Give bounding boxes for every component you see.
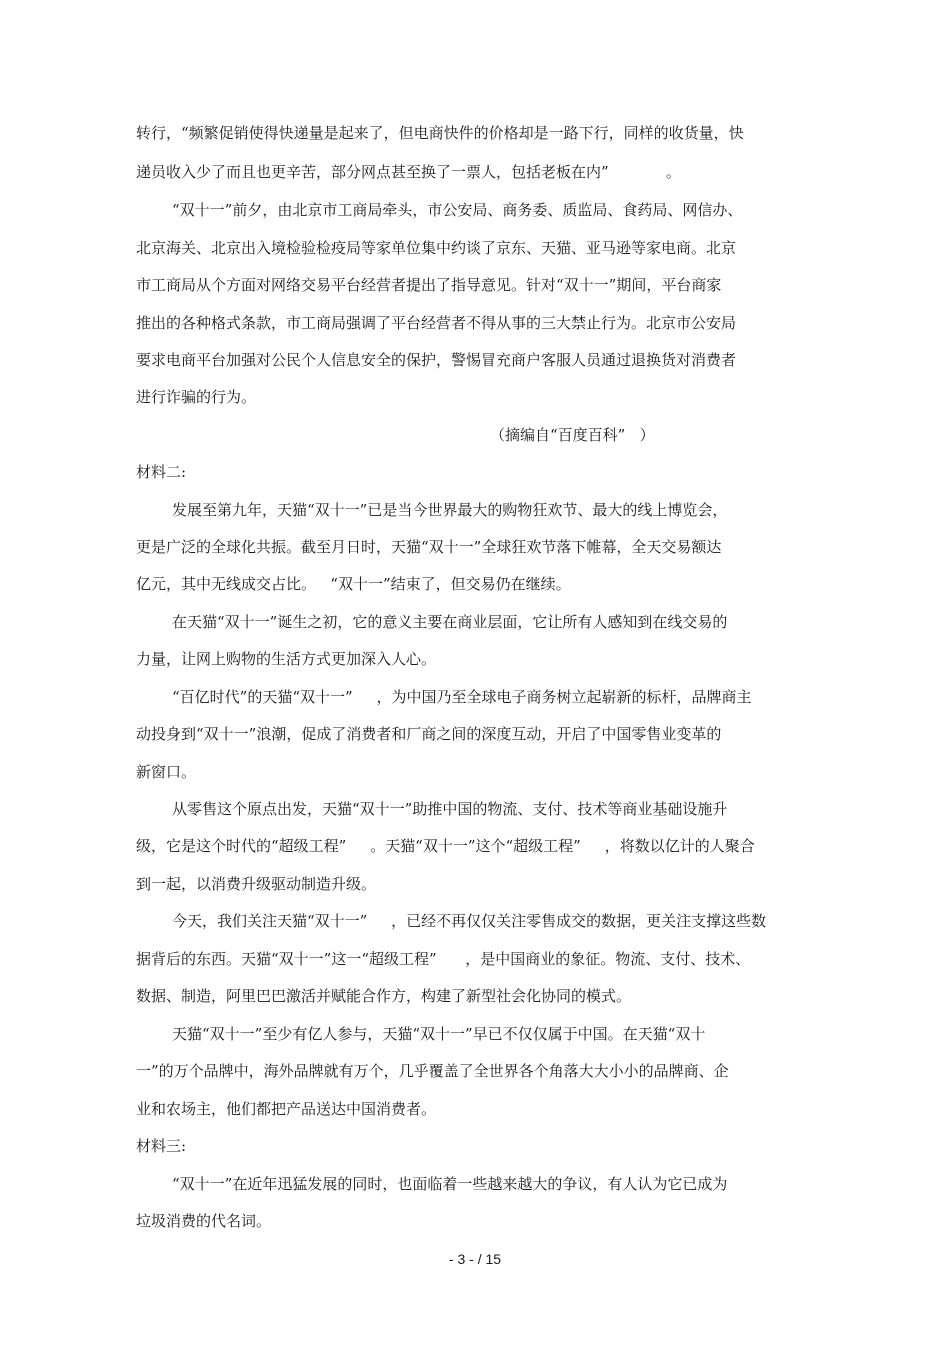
text-line: 转行，“频繁促销使得快递量是起来了，但电商快件的价格却是一路下行，同样的收货量，快 — [136, 124, 744, 142]
text-line: “百亿时代”的天猫“双十一” ，为中国乃至全球电子商务树立起崭新的标杆，品牌商主 — [172, 688, 752, 706]
text-line: 动投身到“双十一”浪潮，促成了消费者和厂商之间的深度互动，开启了中国零售业变革的 — [136, 725, 722, 743]
text-line: 新窗口。 — [136, 763, 197, 781]
text-line: 要求电商平台加强对公民个人信息安全的保护，警惕冒充商户客服人员通过退换货对消费者 — [136, 351, 737, 369]
text-line: 力量，让网上购物的生活方式更加深入人心。 — [136, 650, 437, 668]
section-heading: 材料二: — [136, 463, 187, 481]
text-line: 北京海关、北京出入境检验检疫局等家单位集中约谈了京东、天猫、亚马逊等家电商。北京 — [136, 239, 737, 257]
text-line: 从零售这个原点出发，天猫“双十一”助推中国的物流、支付、技术等商业基础设施升 — [172, 800, 728, 818]
text-line: 垃圾消费的代名词。 — [136, 1212, 272, 1230]
text-line: “双十一”在近年迅猛发展的同时，也面临着一些越来越大的争议，有人认为它已成为 — [172, 1175, 728, 1193]
section-heading: 材料三: — [136, 1137, 187, 1155]
text-line: “双十一”前夕，由北京市工商局牵头，市公安局、商务委、质监局、食药局、网信办、 — [172, 201, 743, 219]
text-line: 今天，我们关注天猫“双十一” ，已经不再仅仅关注零售成交的数据，更关注支撑这些数 — [172, 912, 767, 930]
text-line: 在天猫“双十一”诞生之初，它的意义主要在商业层面，它让所有人感知到在线交易的 — [172, 613, 728, 631]
text-line: 数据、制造，阿里巴巴激活并赋能合作方，构建了新型社会化协同的模式。 — [136, 987, 632, 1005]
text-line: 进行诈骗的行为。 — [136, 388, 257, 406]
text-line: 递员收入少了而且也更辛苦，部分网点甚至换了一票人，包括老板在内” 。 — [136, 163, 681, 181]
text-line: 天猫“双十一”至少有亿人参与，天猫“双十一”早已不仅仅属于中国。在天猫“双十 — [172, 1025, 706, 1043]
text-line: 推出的各种格式条款，市工商局强调了平台经营者不得从事的三大禁止行为。北京市公安局 — [136, 314, 737, 332]
text-line: 级，它是这个时代的“超级工程” 。天猫“双十一”这个“超级工程” ，将数以亿计的人聚合 — [136, 837, 755, 855]
page-number: - 3 - / 15 — [448, 1251, 502, 1267]
text-line: 亿元，其中无线成交占比。 “双十一”结束了，但交易仍在继续。 — [136, 575, 571, 593]
text-line: 业和农场主，他们都把产品送达中国消费者。 — [136, 1100, 437, 1118]
text-line: 市工商局从个方面对网络交易平台经营者提出了指导意见。针对“双十一”期间，平台商家 — [136, 276, 722, 294]
text-line: 发展至第九年，天猫“双十一”已是当今世界最大的购物狂欢节、最大的线上博览会， — [172, 501, 728, 519]
source-citation: （摘编自“百度百科” ） — [490, 426, 655, 444]
text-line: 一”的万个品牌中，海外品牌就有万个，几乎覆盖了全世界各个角落大大小小的品牌商、企 — [136, 1062, 729, 1080]
text-line: 到一起，以消费升级驱动制造升级。 — [136, 875, 377, 893]
text-line: 更是广泛的全球化共振。截至月日时，天猫“双十一”全球狂欢节落下帷幕，全天交易额达 — [136, 538, 722, 556]
text-line: 据背后的东西。天猫“双十一”这一“超级工程” ，是中国商业的象征。物流、支付、技术、 — [136, 950, 751, 968]
